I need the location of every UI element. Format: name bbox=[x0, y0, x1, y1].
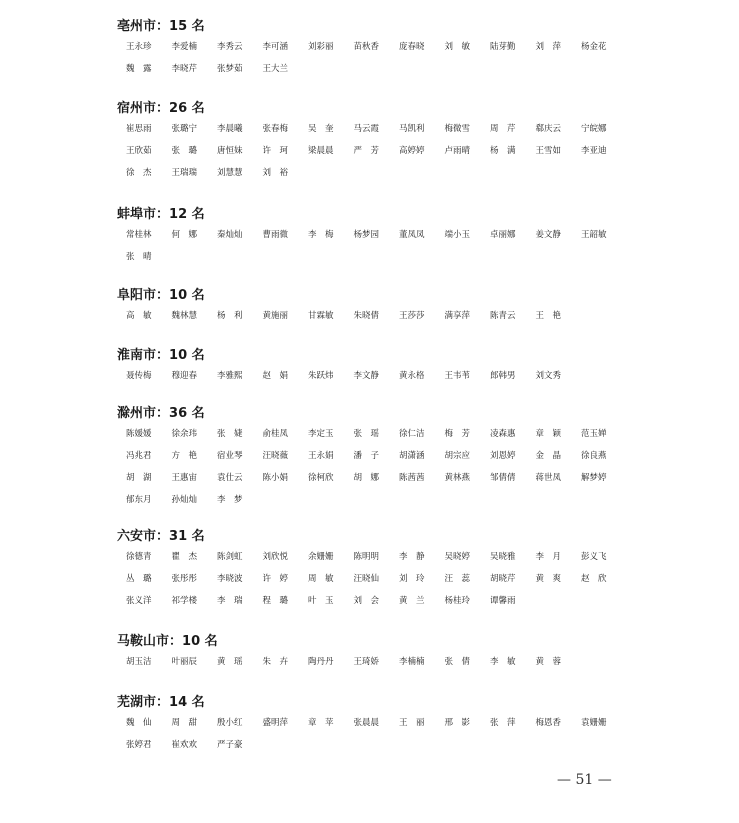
person-name: 张 婕 bbox=[217, 429, 243, 439]
city-count: 15 名 bbox=[169, 19, 205, 34]
person-name: 刘文秀 bbox=[535, 371, 562, 381]
person-name: 孙灿灿 bbox=[171, 495, 198, 505]
person-name: 汪晓薇 bbox=[262, 451, 289, 461]
person-name: 张 倩 bbox=[444, 657, 471, 667]
person-name: 王韦苇 bbox=[444, 371, 471, 381]
person-name: 盛明萍 bbox=[262, 718, 289, 728]
person-name: 余姗姗 bbox=[308, 552, 334, 562]
person-name: 叶丽辰 bbox=[171, 657, 198, 667]
person-name: 李 敏 bbox=[490, 657, 516, 667]
city-name: 淮南市 bbox=[117, 348, 157, 363]
person-name: 陈明明 bbox=[353, 552, 380, 562]
person-name: 黄林燕 bbox=[444, 473, 471, 483]
city-count: 10 名 bbox=[182, 634, 218, 649]
city-section-chuzhou bbox=[117, 405, 717, 515]
person-name: 李雅熙 bbox=[217, 371, 243, 381]
person-name: 李爱楠 bbox=[171, 42, 198, 52]
person-name: 曹雨微 bbox=[262, 230, 289, 240]
person-name: 李亚迪 bbox=[581, 146, 607, 156]
person-name: 李 静 bbox=[399, 552, 425, 562]
person-name: 徐仁洁 bbox=[399, 429, 425, 439]
person-name: 梅 芳 bbox=[444, 429, 471, 439]
city-heading: 蚌埠市：12 名 bbox=[117, 207, 205, 222]
city-heading: 滁州市：36 名 bbox=[117, 406, 205, 421]
person-name: 李秀云 bbox=[217, 42, 243, 52]
person-name: 魏林慧 bbox=[171, 311, 198, 321]
name-list bbox=[126, 369, 717, 391]
person-name: 周 敏 bbox=[308, 574, 334, 584]
person-name: 常桂林 bbox=[126, 230, 152, 240]
person-name: 王瑞瑞 bbox=[171, 168, 198, 178]
city-section-fuyang bbox=[117, 287, 717, 331]
person-name: 胡玉洁 bbox=[126, 657, 152, 667]
person-name: 赵 娟 bbox=[262, 371, 289, 381]
person-name: 王永娟 bbox=[308, 451, 334, 461]
person-name: 李定玉 bbox=[308, 429, 334, 439]
person-name: 汪 蕊 bbox=[444, 574, 471, 584]
person-name: 杨 满 bbox=[490, 146, 516, 156]
person-name: 严子豪 bbox=[217, 740, 243, 750]
person-name: 李 梅 bbox=[308, 230, 334, 240]
person-name: 满享萍 bbox=[444, 311, 471, 321]
person-name: 张义洋 bbox=[126, 596, 152, 606]
person-name: 杨桂玲 bbox=[444, 596, 471, 606]
person-name: 梁晨晨 bbox=[308, 146, 334, 156]
person-name: 张璐宁 bbox=[171, 124, 198, 134]
person-name: 张婷君 bbox=[126, 740, 152, 750]
person-name: 金 晶 bbox=[535, 451, 562, 461]
person-name: 高婷婷 bbox=[399, 146, 425, 156]
person-name: 李楠楠 bbox=[399, 657, 425, 667]
person-name: 徐余玮 bbox=[171, 429, 198, 439]
person-name: 穆迎春 bbox=[171, 371, 198, 381]
person-name: 徐 杰 bbox=[126, 168, 152, 178]
person-name: 严 芳 bbox=[353, 146, 380, 156]
person-name: 王雪如 bbox=[535, 146, 562, 156]
city-section-suzhou bbox=[117, 100, 717, 188]
person-name: 张春梅 bbox=[262, 124, 289, 134]
person-name: 凌森惠 bbox=[490, 429, 516, 439]
person-name: 邹倩倩 bbox=[490, 473, 516, 483]
person-name: 程 璐 bbox=[262, 596, 289, 606]
person-name: 刘 玲 bbox=[399, 574, 425, 584]
city-heading: 芜湖市：14 名 bbox=[117, 695, 205, 710]
person-name: 刘欣悦 bbox=[262, 552, 289, 562]
city-section-maanshan bbox=[117, 633, 717, 677]
person-name: 王惠宙 bbox=[171, 473, 198, 483]
name-list bbox=[126, 655, 717, 677]
person-name: 李晓波 bbox=[217, 574, 243, 584]
person-name: 李文静 bbox=[353, 371, 380, 381]
person-name: 徐德青 bbox=[126, 552, 152, 562]
person-name: 潘 子 bbox=[353, 451, 380, 461]
person-name: 郁东月 bbox=[126, 495, 152, 505]
person-name: 胡晓芹 bbox=[490, 574, 516, 584]
person-name: 秦灿灿 bbox=[217, 230, 243, 240]
person-name: 李可涵 bbox=[262, 42, 289, 52]
person-name: 黄 爽 bbox=[535, 574, 562, 584]
person-name: 陈青云 bbox=[490, 311, 516, 321]
person-name: 庞春晓 bbox=[399, 42, 425, 52]
person-name: 胡宗应 bbox=[444, 451, 471, 461]
city-section-wuhu bbox=[117, 694, 717, 760]
name-list bbox=[126, 550, 717, 616]
person-name: 袁仕云 bbox=[217, 473, 243, 483]
person-name: 张 晴 bbox=[126, 252, 152, 262]
person-name: 叶 玉 bbox=[308, 596, 334, 606]
person-name: 章 苹 bbox=[308, 718, 334, 728]
person-name: 张 璐 bbox=[171, 146, 198, 156]
city-heading: 六安市：31 名 bbox=[117, 529, 205, 544]
person-name: 张 萍 bbox=[490, 718, 516, 728]
person-name: 郎韩男 bbox=[490, 371, 516, 381]
person-name: 梅微雪 bbox=[444, 124, 471, 134]
person-name: 谭馨雨 bbox=[490, 596, 516, 606]
person-name: 杨 利 bbox=[217, 311, 243, 321]
person-name: 黄 瑶 bbox=[217, 657, 243, 667]
person-name: 丛 璐 bbox=[126, 574, 152, 584]
person-name: 胡 娜 bbox=[353, 473, 380, 483]
person-name: 胡潇涵 bbox=[399, 451, 425, 461]
person-name: 董凤凤 bbox=[399, 230, 425, 240]
person-name: 刘 会 bbox=[353, 596, 380, 606]
person-name: 刘 萍 bbox=[535, 42, 562, 52]
person-name: 朱晓倩 bbox=[353, 311, 380, 321]
person-name: 黄施丽 bbox=[262, 311, 289, 321]
person-name: 陈小娟 bbox=[262, 473, 289, 483]
person-name: 王 丽 bbox=[399, 718, 425, 728]
city-heading: 宿州市：26 名 bbox=[117, 101, 205, 116]
person-name: 杨金花 bbox=[581, 42, 607, 52]
city-section-bengbu bbox=[117, 206, 717, 272]
person-name: 彭义飞 bbox=[581, 552, 607, 562]
person-name: 解梦婷 bbox=[581, 473, 607, 483]
person-name: 俞桂凤 bbox=[262, 429, 289, 439]
person-name: 马凯利 bbox=[399, 124, 425, 134]
person-name: 崔思雨 bbox=[126, 124, 152, 134]
city-count: 26 名 bbox=[169, 101, 205, 116]
city-name: 蚌埠市 bbox=[117, 207, 157, 222]
city-count: 36 名 bbox=[169, 406, 205, 421]
city-name: 阜阳市 bbox=[117, 288, 157, 303]
name-list bbox=[126, 122, 717, 188]
person-name: 张晨晨 bbox=[353, 718, 380, 728]
name-list bbox=[126, 309, 717, 331]
city-count: 10 名 bbox=[169, 288, 205, 303]
page-number: — 51 — bbox=[557, 772, 612, 788]
person-name: 陈剑虹 bbox=[217, 552, 243, 562]
person-name: 王 艳 bbox=[535, 311, 562, 321]
person-name: 陶丹丹 bbox=[308, 657, 334, 667]
person-name: 邢 影 bbox=[444, 718, 471, 728]
city-heading: 淮南市：10 名 bbox=[117, 348, 205, 363]
person-name: 张彤彤 bbox=[171, 574, 198, 584]
person-name: 王大兰 bbox=[262, 64, 289, 74]
person-name: 朱跃炜 bbox=[308, 371, 334, 381]
person-name: 徐良燕 bbox=[581, 451, 607, 461]
person-name: 吴晓雅 bbox=[490, 552, 516, 562]
person-name: 魏 露 bbox=[126, 64, 152, 74]
person-name: 袁姗姗 bbox=[581, 718, 607, 728]
person-name: 黄永格 bbox=[399, 371, 425, 381]
person-name: 甘霖敏 bbox=[308, 311, 334, 321]
person-name: 胡 湖 bbox=[126, 473, 152, 483]
person-name: 马云霞 bbox=[353, 124, 380, 134]
person-name: 赵 欣 bbox=[581, 574, 607, 584]
person-name: 方 艳 bbox=[171, 451, 198, 461]
name-list bbox=[126, 40, 717, 84]
person-name: 吴晓婷 bbox=[444, 552, 471, 562]
person-name: 张 瑶 bbox=[353, 429, 380, 439]
person-name: 宁皖娜 bbox=[581, 124, 607, 134]
person-name: 吴 奎 bbox=[308, 124, 334, 134]
person-name: 郗庆云 bbox=[535, 124, 562, 134]
person-name: 王永珍 bbox=[126, 42, 152, 52]
person-name: 梅恩香 bbox=[535, 718, 562, 728]
person-name: 朱 卉 bbox=[262, 657, 289, 667]
person-name: 许 婷 bbox=[262, 574, 289, 584]
city-heading: 亳州市：15 名 bbox=[117, 19, 205, 34]
person-name: 端小玉 bbox=[444, 230, 471, 240]
person-name: 王琦娇 bbox=[353, 657, 380, 667]
person-name: 姜文静 bbox=[535, 230, 562, 240]
person-name: 周 甜 bbox=[171, 718, 198, 728]
city-count: 12 名 bbox=[169, 207, 205, 222]
person-name: 卢雨晴 bbox=[444, 146, 471, 156]
person-name: 李 瑞 bbox=[217, 596, 243, 606]
city-name: 宿州市 bbox=[117, 101, 157, 116]
city-heading: 马鞍山市：10 名 bbox=[117, 634, 218, 649]
city-count: 10 名 bbox=[169, 348, 205, 363]
person-name: 陈茜茜 bbox=[399, 473, 425, 483]
person-name: 蒋世凤 bbox=[535, 473, 562, 483]
person-name: 刘恩婷 bbox=[490, 451, 516, 461]
person-name: 聂传梅 bbox=[126, 371, 152, 381]
person-name: 李 梦 bbox=[217, 495, 243, 505]
city-name: 芜湖市 bbox=[117, 695, 157, 710]
person-name: 高 敏 bbox=[126, 311, 152, 321]
name-list bbox=[126, 427, 717, 515]
person-name: 刘彩丽 bbox=[308, 42, 334, 52]
city-name: 六安市 bbox=[117, 529, 157, 544]
city-count: 31 名 bbox=[169, 529, 205, 544]
city-count: 14 名 bbox=[169, 695, 205, 710]
person-name: 黄 蓉 bbox=[535, 657, 562, 667]
person-name: 李晓芹 bbox=[171, 64, 198, 74]
person-name: 宿业琴 bbox=[217, 451, 243, 461]
person-name: 张梦茹 bbox=[217, 64, 243, 74]
city-name: 滁州市 bbox=[117, 406, 157, 421]
person-name: 崔欢欢 bbox=[171, 740, 198, 750]
person-name: 汪晓仙 bbox=[353, 574, 380, 584]
person-name: 何 娜 bbox=[171, 230, 198, 240]
person-name: 范玉婵 bbox=[581, 429, 607, 439]
person-name: 李晨曦 bbox=[217, 124, 243, 134]
name-list bbox=[126, 228, 717, 272]
city-section-huainan bbox=[117, 347, 717, 391]
person-name: 卓丽娜 bbox=[490, 230, 516, 240]
person-name: 王莎莎 bbox=[399, 311, 425, 321]
person-name: 苗秋香 bbox=[353, 42, 380, 52]
person-name: 王欣茹 bbox=[126, 146, 152, 156]
city-heading: 阜阳市：10 名 bbox=[117, 288, 205, 303]
name-list bbox=[126, 716, 717, 760]
person-name: 冯兆君 bbox=[126, 451, 152, 461]
person-name: 杨梦园 bbox=[353, 230, 380, 240]
city-name: 马鞍山市 bbox=[117, 634, 170, 649]
person-name: 刘慧慧 bbox=[217, 168, 243, 178]
city-section-luan bbox=[117, 528, 717, 616]
person-name: 瞿 杰 bbox=[171, 552, 198, 562]
city-section-bozhou bbox=[117, 18, 717, 84]
person-name: 陆芽勤 bbox=[490, 42, 516, 52]
person-name: 黄 兰 bbox=[399, 596, 425, 606]
person-name: 许 珂 bbox=[262, 146, 289, 156]
person-name: 刘 敏 bbox=[444, 42, 471, 52]
person-name: 徐柯欣 bbox=[308, 473, 334, 483]
person-name: 祁学楼 bbox=[171, 596, 198, 606]
city-name: 亳州市 bbox=[117, 19, 157, 34]
person-name: 陈媛媛 bbox=[126, 429, 152, 439]
person-name: 章 颖 bbox=[535, 429, 562, 439]
person-name: 王韶敏 bbox=[581, 230, 607, 240]
person-name: 刘 裕 bbox=[262, 168, 289, 178]
person-name: 魏 仙 bbox=[126, 718, 152, 728]
person-name: 李 月 bbox=[535, 552, 562, 562]
person-name: 周 芹 bbox=[490, 124, 516, 134]
person-name: 殷小红 bbox=[217, 718, 243, 728]
person-name: 唐恒妹 bbox=[217, 146, 243, 156]
